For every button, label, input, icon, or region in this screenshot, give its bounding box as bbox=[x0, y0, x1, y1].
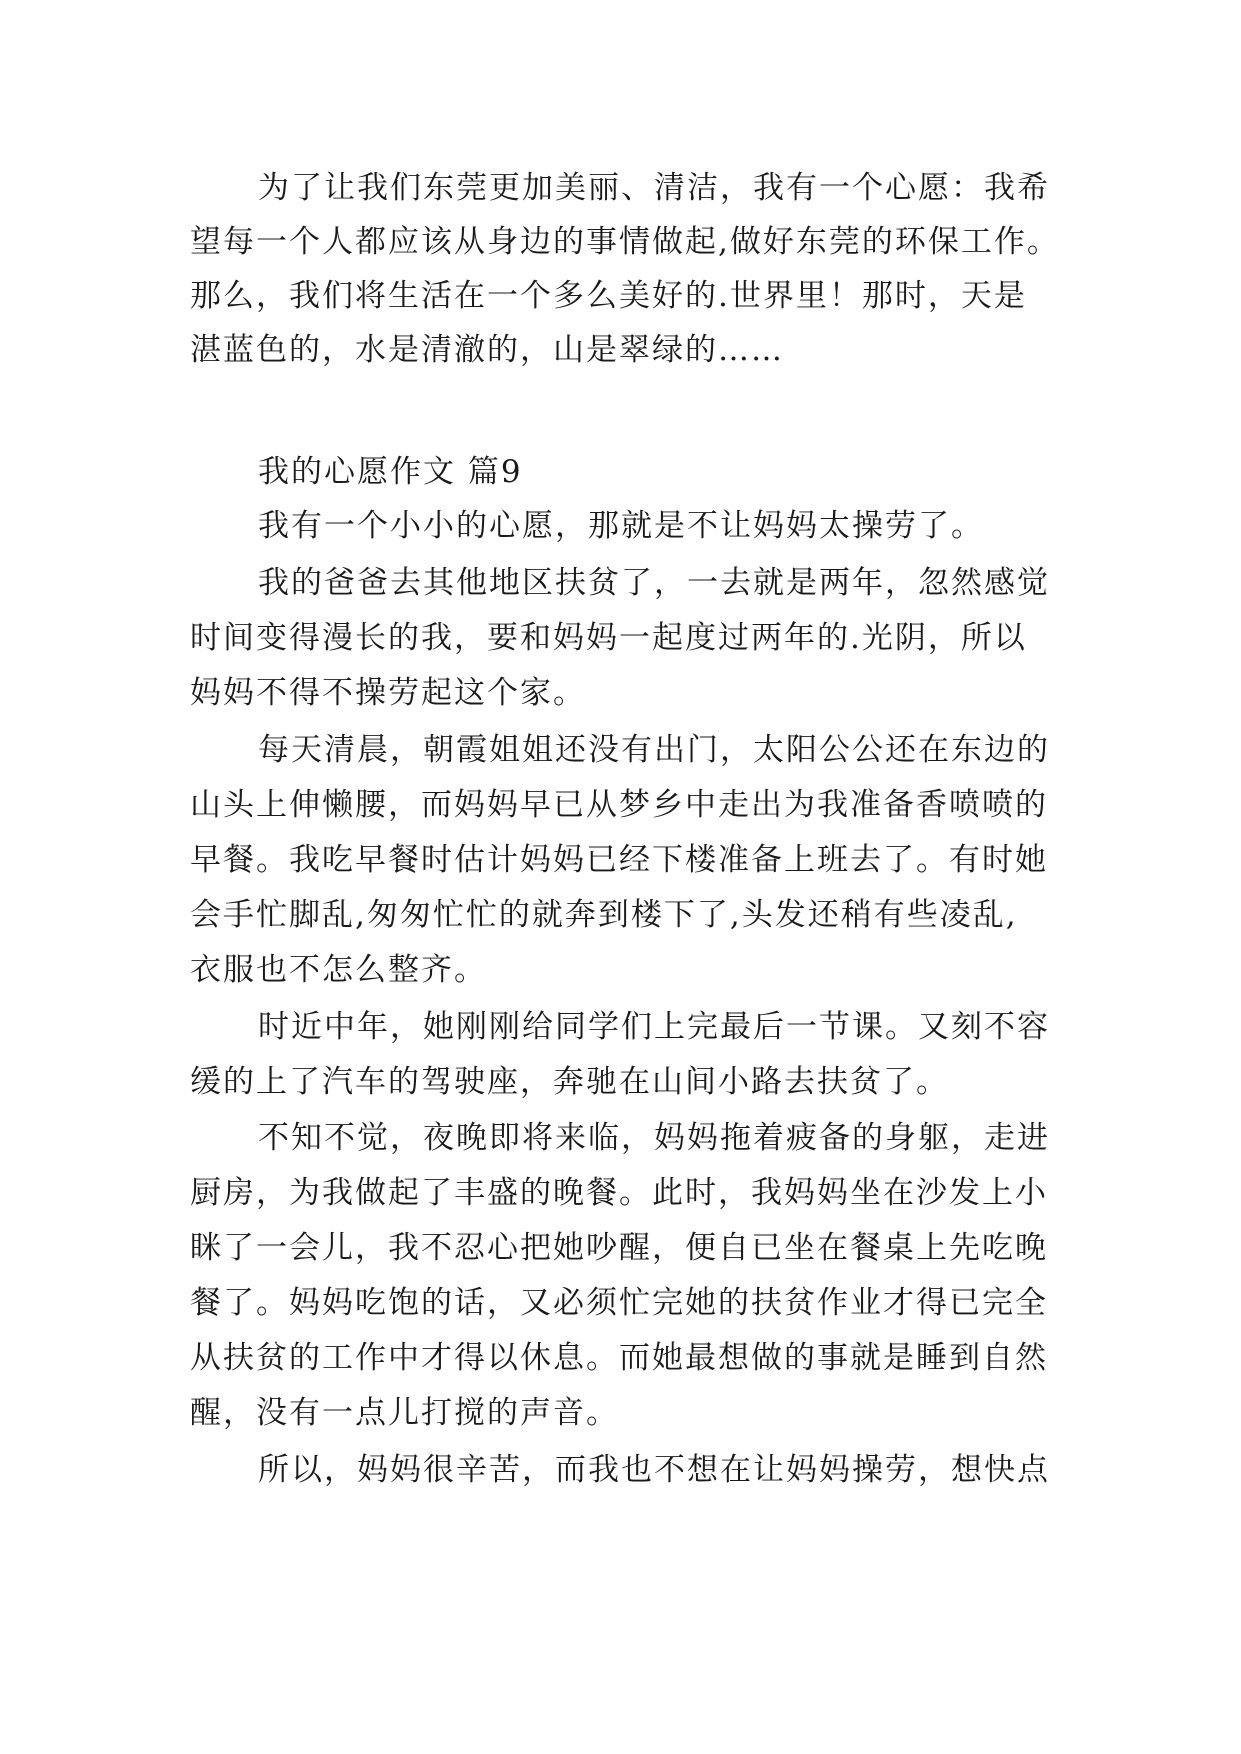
paragraph-4-line-4: 会手忙脚乱,匆匆忙忙的就奔到楼下了,头发还稍有些凌乱, bbox=[190, 897, 1018, 933]
paragraph-5-line-1: 时近中年，她刚刚给同学们上完最后一节课。又刻不容 bbox=[258, 1009, 1050, 1045]
paragraph-1-line-4: 湛蓝色的，水是清澈的，山是翠绿的…… bbox=[190, 332, 784, 368]
paragraph-6-line-3: 眯了一会儿，我不忍心把她吵醒，便自已坐在餐桌上先吃晚 bbox=[190, 1230, 1048, 1266]
paragraph-5-line-2: 缓的上了汽车的驾驶座，奔驰在山间小路去扶贫了。 bbox=[190, 1064, 949, 1100]
paragraph-4-line-5: 衣服也不怎么整齐。 bbox=[190, 952, 487, 988]
paragraph-1-line-2: 望每一个人都应该从身边的事情做起,做好东莞的环保工作。 bbox=[190, 224, 1060, 260]
paragraph-3-line-1: 我的爸爸去其他地区扶贫了，一去就是两年，忽然感觉 bbox=[258, 565, 1050, 601]
paragraph-7-line-1: 所以，妈妈很辛苦，而我也不想在让妈妈操劳，想快点 bbox=[258, 1452, 1050, 1488]
paragraph-4-line-3: 早餐。我吃早餐时估计妈妈已经下楼准备上班去了。有时她 bbox=[190, 842, 1048, 878]
paragraph-4-line-2: 山头上伸懒腰，而妈妈早已从梦乡中走出为我准备香喷喷的 bbox=[190, 787, 1048, 823]
paragraph-6-line-5: 从扶贫的工作中才得以休息。而她最想做的事就是睡到自然 bbox=[190, 1340, 1048, 1376]
paragraph-3-line-3: 妈妈不得不操劳起这个家。 bbox=[190, 675, 586, 711]
paragraph-4-line-1: 每天清晨，朝霞姐姐还没有出门，太阳公公还在东边的 bbox=[258, 732, 1050, 768]
paragraph-6-line-2: 厨房，为我做起了丰盛的晚餐。此时，我妈妈坐在沙发上小 bbox=[190, 1175, 1048, 1211]
paragraph-6-line-6: 醒，没有一点儿打搅的声音。 bbox=[190, 1395, 619, 1431]
paragraph-2-line-1: 我有一个小小的心愿，那就是不让妈妈太操劳了。 bbox=[258, 508, 984, 544]
paragraph-6-line-1: 不知不觉，夜晚即将来临，妈妈拖着疲备的身躯，走进 bbox=[258, 1120, 1050, 1156]
paragraph-1-line-3: 那么，我们将生活在一个多么美好的.世界里！那时，天是 bbox=[190, 278, 1027, 314]
paragraph-1-line-1: 为了让我们东莞更加美丽、清洁，我有一个心愿：我希 bbox=[258, 170, 1050, 206]
paragraph-3-line-2: 时间变得漫长的我，要和妈妈一起度过两年的.光阴，所以 bbox=[190, 620, 1027, 656]
section-heading: 我的心愿作文 篇9 bbox=[258, 454, 523, 490]
paragraph-6-line-4: 餐了。妈妈吃饱的话，又必须忙完她的扶贫作业才得已完全 bbox=[190, 1285, 1048, 1321]
